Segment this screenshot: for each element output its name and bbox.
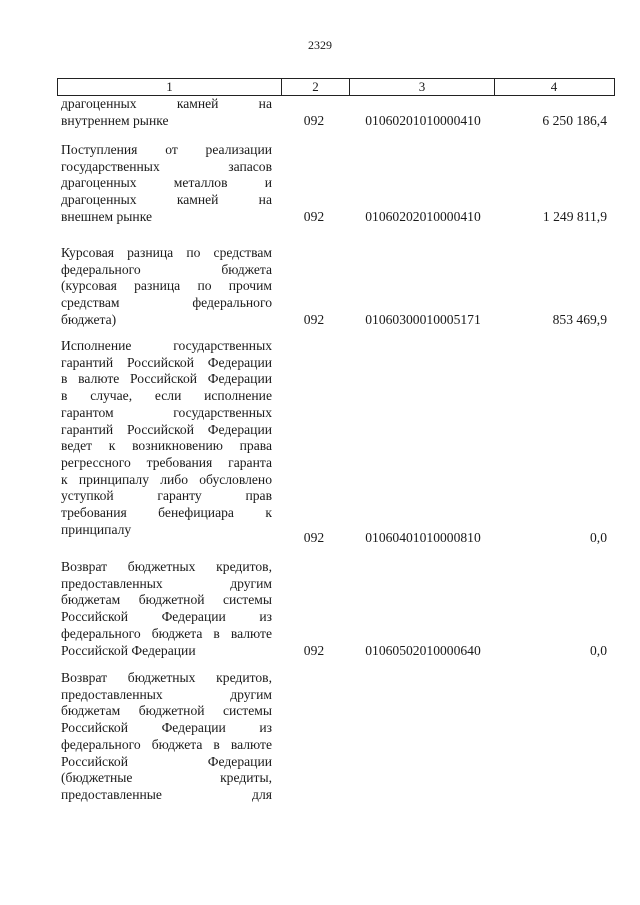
budget-classification-code: 01060201010000410 <box>365 113 481 128</box>
budget-classification-code: 01060300010005171 <box>365 312 481 327</box>
description-line: Российской Федерации из <box>61 720 272 736</box>
chapter-code: 092 <box>303 530 325 545</box>
description-line: бюджета) <box>61 311 117 327</box>
description-line: к принципалу либо обусловлено <box>61 471 272 487</box>
description-line: Возврат бюджетных кредитов, <box>61 670 272 685</box>
description-line: ведет к возникновению права <box>61 438 272 454</box>
description-line: Российской Федерации <box>61 753 272 769</box>
description-line: Возврат бюджетных кредитов, <box>61 559 272 574</box>
description-line: предоставленных другим <box>61 686 272 702</box>
description-line: гарантий Российской Федерации <box>61 354 272 370</box>
header-col-1: 1 <box>166 79 173 94</box>
row-description <box>61 670 272 804</box>
description-line: Поступления от реализации <box>61 142 272 157</box>
description-line: внешнем рынке <box>61 208 153 224</box>
description-line: в валюте Российской Федерации <box>61 371 272 387</box>
description-line: предоставленные для <box>61 786 272 802</box>
description-line: драгоценных металлов и <box>61 175 272 191</box>
description-line: (бюджетные кредиты, <box>61 770 272 786</box>
description-line: Российской Федерации из <box>61 609 272 625</box>
description-line: драгоценных камней на <box>61 192 272 208</box>
budget-classification-code: 01060502010000640 <box>365 643 481 658</box>
description-line: принципалу <box>61 521 132 537</box>
description-line: Курсовая разница по средствам <box>61 245 272 260</box>
description-line: гарантом государственных <box>61 404 272 420</box>
budget-classification-code: 01060202010000410 <box>365 209 481 224</box>
table-header <box>57 78 615 96</box>
description-line: федерального бюджета <box>61 261 272 277</box>
description-line: регрессного требования гаранта <box>61 454 272 470</box>
header-col-2: 2 <box>312 79 319 94</box>
description-line: Российской Федерации <box>61 642 196 658</box>
description-line: (курсовая разница по прочим <box>61 278 272 294</box>
header-col-3: 3 <box>418 79 426 94</box>
description-line: средствам федерального <box>61 295 272 311</box>
chapter-code: 092 <box>303 312 325 327</box>
chapter-code: 092 <box>303 209 325 224</box>
description-line: Исполнение государственных <box>61 338 272 353</box>
description-line: драгоценных камней на <box>61 96 272 111</box>
description-line: бюджетам бюджетной системы <box>61 592 272 608</box>
description-line: государственных запасов <box>61 158 272 174</box>
chapter-code: 092 <box>303 643 325 658</box>
row-description <box>61 338 272 538</box>
row-description <box>61 559 272 659</box>
amount: 1 249 811,9 <box>542 209 607 224</box>
amount: 0,0 <box>590 530 607 545</box>
amount: 853 469,9 <box>552 312 607 327</box>
description-line: гарантий Российской Федерации <box>61 421 272 437</box>
description-line: федерального бюджета в валюте <box>61 625 272 641</box>
row-description <box>61 142 272 226</box>
row-description <box>61 96 272 129</box>
description-line: требования бенефициара к <box>61 505 272 521</box>
amount: 0,0 <box>590 643 607 658</box>
chapter-code: 092 <box>303 113 325 128</box>
description-line: уступкой гаранту прав <box>61 488 272 504</box>
description-line: внутреннем рынке <box>61 112 169 128</box>
description-line: в случае, если исполнение <box>61 388 272 404</box>
page-number: 2329 <box>308 38 332 52</box>
header-col-4: 4 <box>550 79 558 94</box>
amount: 6 250 186,4 <box>542 113 607 128</box>
budget-classification-code: 01060401010000810 <box>365 530 481 545</box>
description-line: бюджетам бюджетной системы <box>61 703 272 719</box>
description-line: предоставленных другим <box>61 575 272 591</box>
description-line: федерального бюджета в валюте <box>61 736 272 752</box>
row-description <box>61 245 272 329</box>
